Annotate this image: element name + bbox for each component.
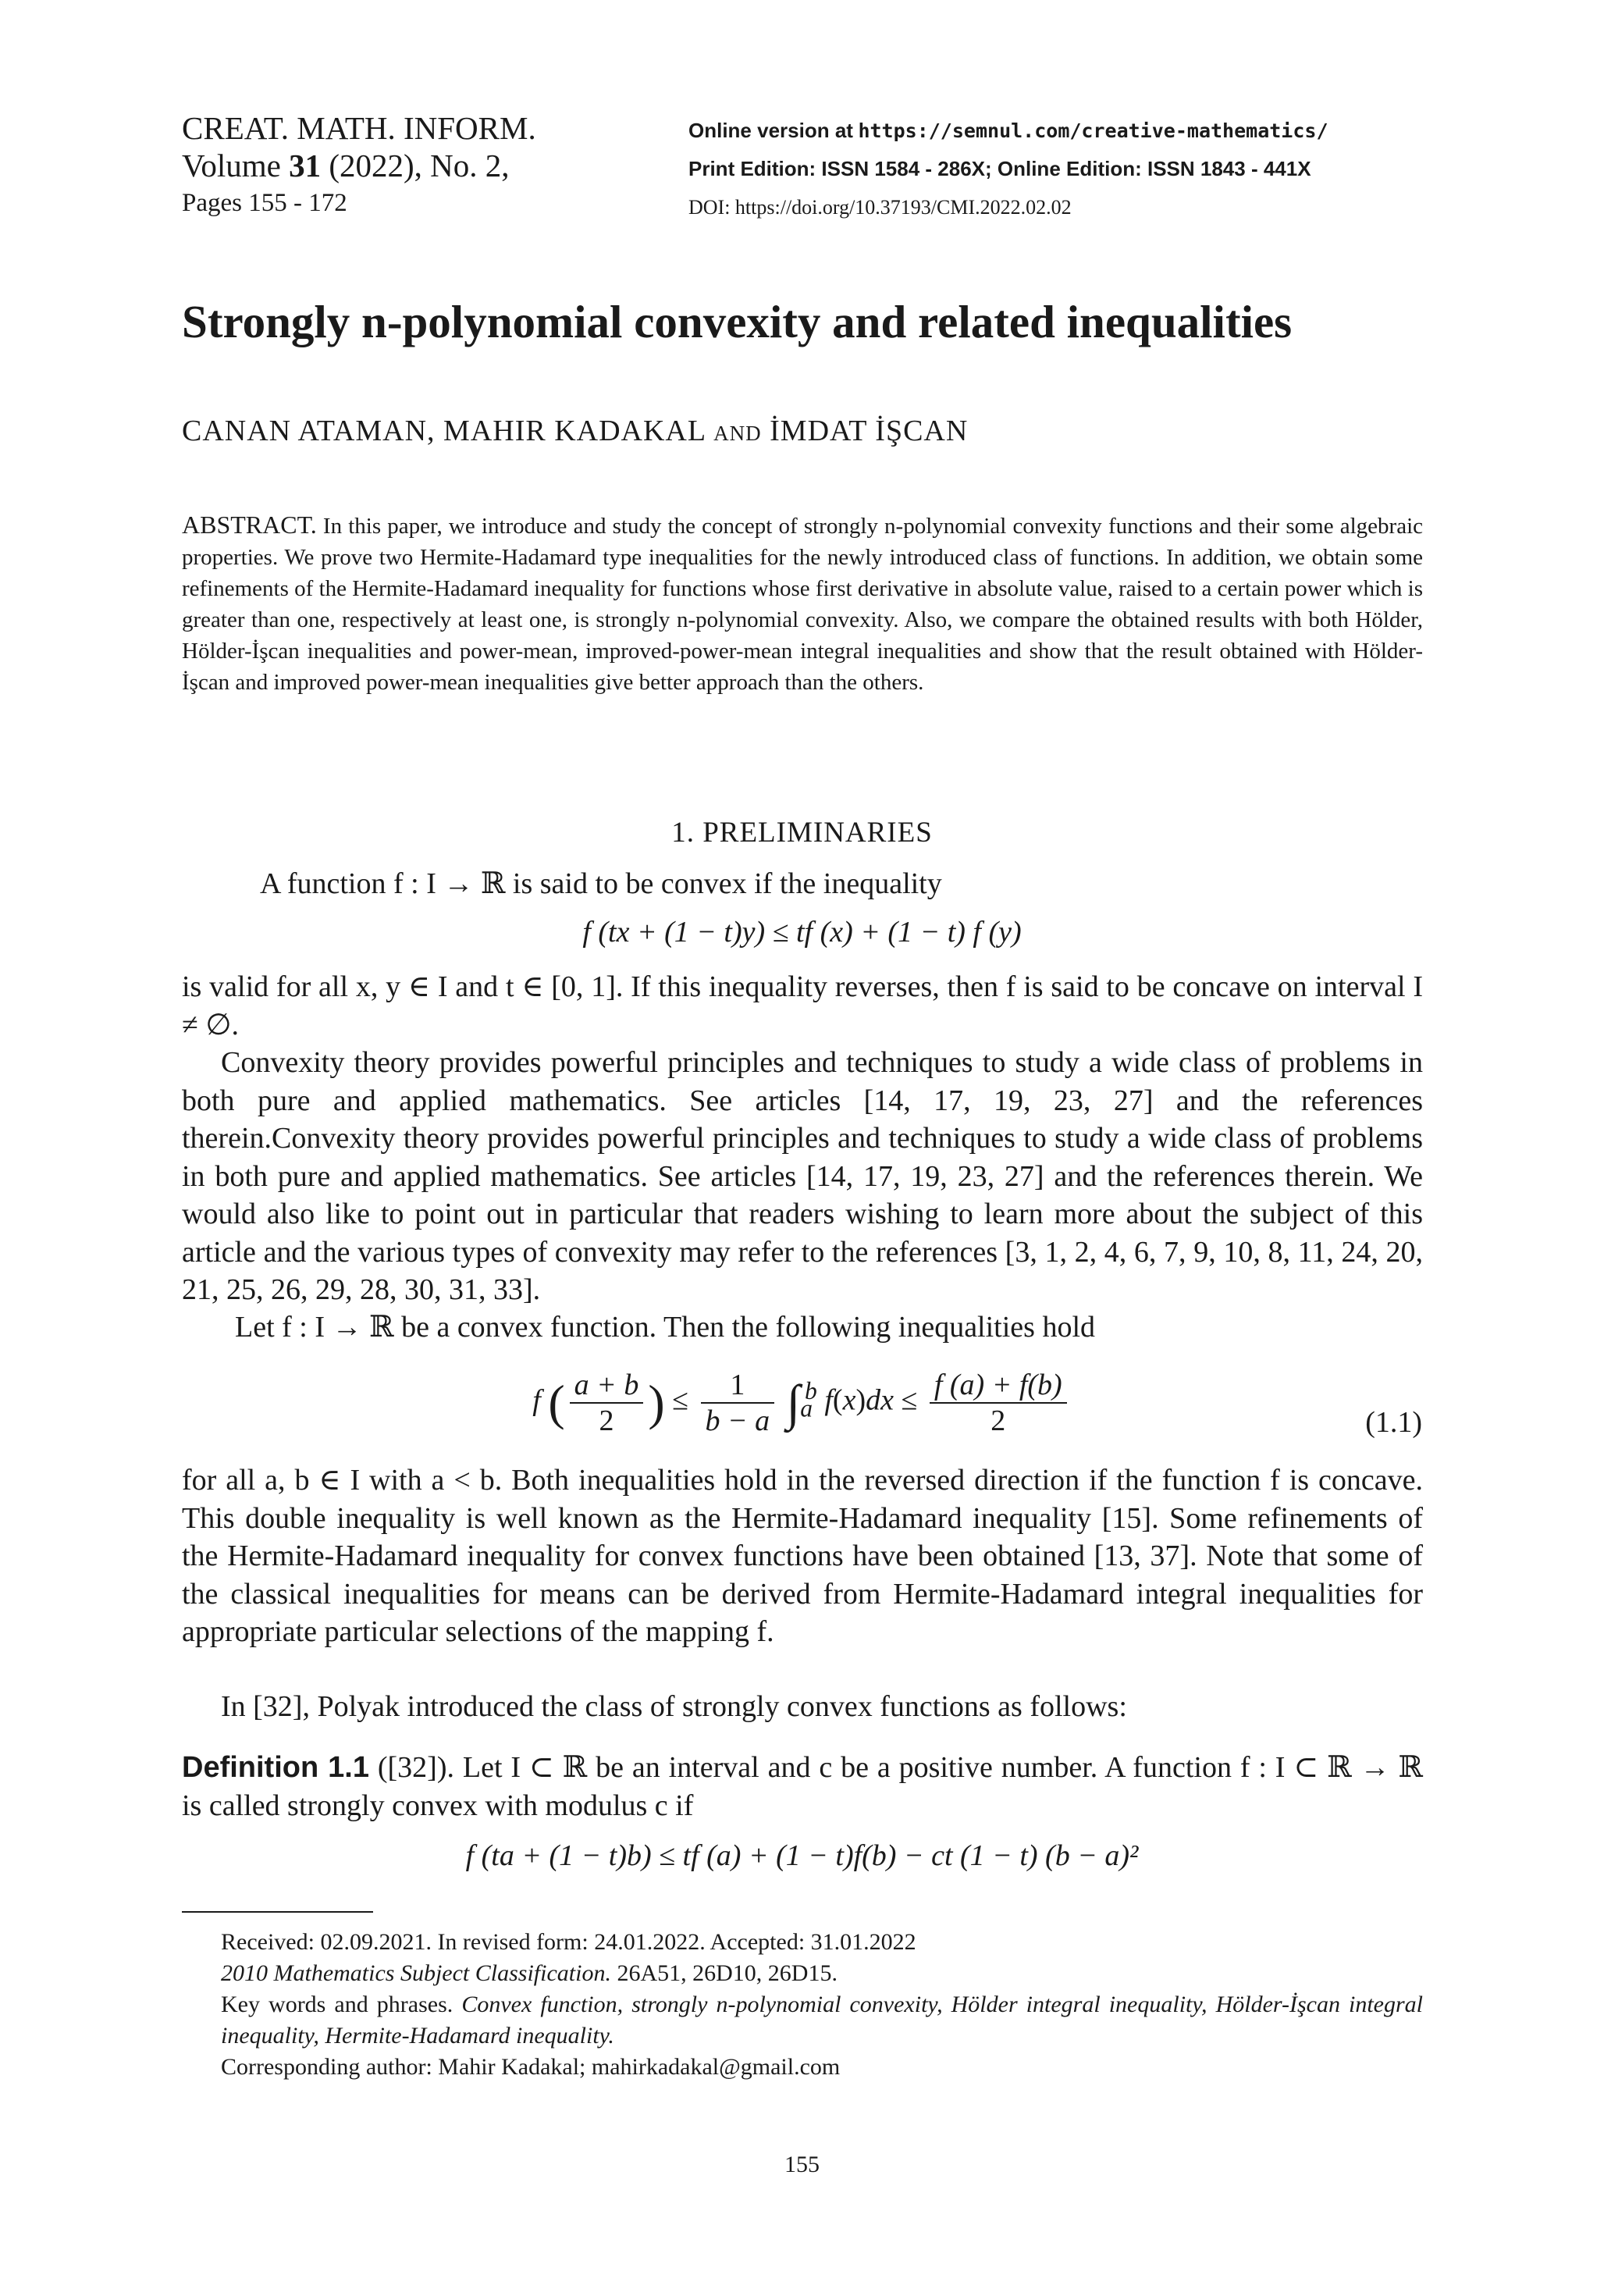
- paragraph-polyak: In [32], Polyak introduced the class of strongly convex functions as follows:: [221, 1690, 1127, 1723]
- journal-info: [182, 109, 536, 222]
- paragraph-hermite-intro: Let f : I → ℝ be a convex function. Then the following inequalities hold: [235, 1311, 1095, 1344]
- definition-text: Let I ⊂ ℝ be an interval and c be a positive number. A function f : I ⊂ ℝ → ℝ is called strongly convex with modulus c if: [182, 1751, 1424, 1822]
- page-number: 155: [784, 2152, 820, 2177]
- online-version: Online version at https://semnul.com/creative-mathematics/: [688, 119, 1328, 142]
- issn-line: Print Edition: ISSN 1584 - 286X; Online Edition: ISSN 1843 - 441X: [688, 157, 1311, 180]
- footnote-divider: [182, 1911, 373, 1913]
- definition-label: Definition 1.1: [182, 1751, 369, 1784]
- equation-hermite-hadamard: f ( $\frac{a + b}{2}$ ) ≤ $\frac{1}{b - a}$ $\int_a^b$ f(x)dx ≤ $\frac{f (a) + f(b)}{2}$: [0, 1368, 1604, 1438]
- equation-convexity: f (tx + (1 − t)y) ≤ tf (x) + (1 − t) f (y): [582, 916, 1022, 949]
- paragraph-hermite-discussion: for all a, b ∈ I with a < b. Both inequalities hold in the reversed direction if the function f is concave. This double inequality is well known as the Hermite-Hadamard inequality [15]. Some refinements of the Hermite-Hadamard inequality for convex functions have been obtained [13, 37]. Note that some of the classical inequalities for means can be derived from Hermite-Hadamard integral inequalities for appropriate particular selections of the mapping f.: [182, 1464, 1423, 1648]
- doi-link[interactable]: DOI: https://doi.org/10.37193/CMI.2022.02.02: [688, 196, 1072, 219]
- section-heading: 1. PRELIMINARIES: [671, 817, 933, 849]
- paragraph-convexity-theory: Convexity theory provides powerful principles and techniques to study a wide class of problems in both pure and applied mathematics. See articles [14, 17, 19, 23, 27] and the references therein.Convexity theory provides powerful principles and techniques to study a wide class of problems in both pure and applied mathematics. See articles [14, 17, 19, 23, 27] and the references therein. We would also like to point out in particular that readers wishing to learn more about the subject of this article and the various types of convexity may refer to the references [3, 1, 2, 4, 6, 7, 9, 10, 8, 11, 24, 20, 21, 25, 26, 29, 28, 30, 31, 33].: [182, 1046, 1423, 1306]
- paragraph-validity: is valid for all x, y ∈ I and t ∈ [0, 1]. If this inequality reverses, then f is said to be concave on interval I ≠ ∅.: [182, 970, 1423, 1041]
- equation-strong-convexity: f (ta + (1 − t)b) ≤ tf (a) + (1 − t)f(b) − ct (1 − t) (b − a)²: [465, 1839, 1139, 1872]
- equation-number: (1.1): [1365, 1406, 1422, 1439]
- footnote-keywords: Key words and phrases. Convex function, strongly n-polynomial convexity, Hölder integral inequality, Hölder-İşcan integral inequality, Hermite-Hadamard inequality.: [221, 1992, 1423, 2049]
- definition-ref: ([32]).: [377, 1751, 454, 1784]
- paper-title: Strongly n-polynomial convexity and related inequalities: [182, 296, 1293, 347]
- journal-name: CREAT. MATH. INFORM.: [182, 110, 536, 146]
- author-list: CANAN ATAMAN, MAHIR KADAKAL and İMDAT İŞCAN: [182, 415, 969, 447]
- paragraph-convex-def: A function f : I → ℝ is said to be convex if the inequality: [260, 867, 942, 900]
- abstract-label: ABSTRACT.: [182, 511, 317, 539]
- footnote-msc: 2010 Mathematics Subject Classification. 26A51, 26D10, 26D15.: [221, 1960, 838, 1986]
- online-url-link[interactable]: https://semnul.com/creative-mathematics/: [858, 119, 1328, 142]
- abstract: [182, 509, 1423, 698]
- publication-info: [688, 112, 1328, 226]
- footnote-received: Received: 02.09.2021. In revised form: 24.01.2022. Accepted: 31.01.2022: [221, 1929, 916, 1955]
- volume-line: Volume 31 (2022), No. 2,: [182, 148, 510, 183]
- footnote-corresponding: Corresponding author: Mahir Kadakal; mahirkadakal@gmail.com: [221, 2054, 841, 2080]
- pages-range: Pages 155 - 172: [182, 189, 347, 217]
- definition-1-1: [182, 1749, 1423, 1824]
- abstract-text: In this paper, we introduce and study the concept of strongly n-polynomial convexity functions and their some algebraic properties. We prove two Hermite-Hadamard type inequalities for the newly introduced class of functions. In addition, we obtain some refinements of the Hermite-Hadamard inequality for functions whose first derivative in absolute value, raised to a certain power which is greater than one, respectively at least one, is strongly n-polynomial convexity. Also, we compare the obtained results with both Hölder, Hölder-İşcan inequalities and power-mean, improved-power-mean integral inequalities and show that the result obtained with Hölder-İşcan and improved power-mean inequalities give better approach than the others.: [182, 514, 1423, 695]
